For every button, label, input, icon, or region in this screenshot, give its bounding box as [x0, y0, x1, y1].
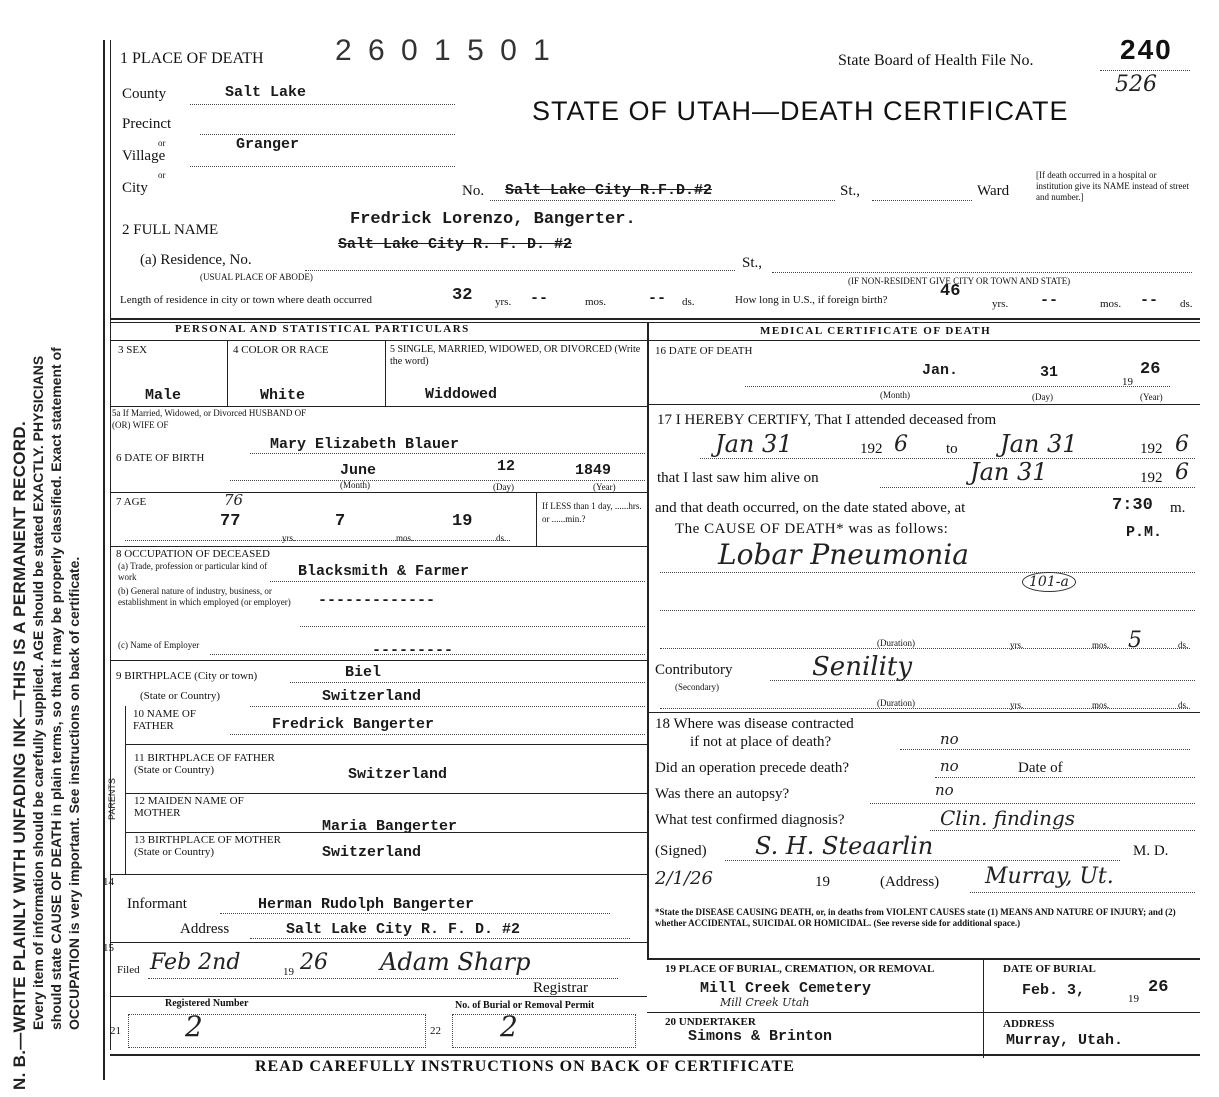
row-divider — [647, 404, 1200, 405]
item-15-label: 15 — [103, 942, 114, 954]
birth-label: 6 DATE OF BIRTH — [116, 452, 205, 464]
duration-line — [660, 648, 1190, 649]
age-ds-label: ds. — [496, 533, 507, 543]
cell-divider — [983, 958, 984, 1058]
us-ds-label: ds. — [1180, 298, 1193, 310]
item-21-label: 21 — [110, 1025, 121, 1037]
signed-line — [725, 860, 1120, 861]
contributory-line — [770, 680, 1195, 681]
residence-line — [305, 270, 735, 271]
stamp-number: 2 6 0 1 5 0 1 — [335, 34, 554, 67]
certificate-title: STATE OF UTAH—DEATH CERTIFICATE — [532, 96, 1069, 126]
duration-ds-label: ds. — [1178, 640, 1189, 650]
occupation-a-label: (a) Trade, profession or particular kind of work — [118, 561, 268, 582]
row-divider — [125, 832, 647, 833]
length-yrs-label: yrs. — [495, 296, 512, 308]
cell-divider — [536, 492, 537, 546]
marital-label: 5 SINGLE, MARRIED, WIDOWED, OR DIVORCED (Write the word) — [390, 344, 641, 367]
father-birthplace-value: Switzerland — [348, 766, 448, 783]
undertaker-address-value: Murray, Utah. — [1006, 1032, 1124, 1049]
informant-label: Informant — [127, 896, 187, 912]
marital-value: Widdowed — [425, 386, 498, 403]
permanent-record-notice: N. B.—WRITE PLAINLY WITH UNFADING INK—THIS IS A PERMANENT RECORD. — [10, 421, 29, 1090]
length-mos-value: -- — [530, 290, 549, 307]
spouse-label: 5a If Married, Widowed, or Divorced HUSBAND OF (OR) WIFE OF — [112, 408, 307, 430]
autopsy-line — [870, 803, 1195, 804]
residence-value: Salt Lake City R. F. D. #2 — [338, 236, 573, 253]
informant-line — [220, 913, 610, 914]
mother-value: Maria Bangerter — [322, 818, 458, 835]
row-divider — [125, 744, 647, 745]
residence-st-line — [772, 272, 1192, 273]
last-saw-19: 192 — [1140, 470, 1163, 486]
row-divider — [647, 958, 1200, 960]
occupation-value: Blacksmith & Farmer — [298, 563, 470, 580]
death-day-caption: (Day) — [1032, 392, 1053, 402]
contributory-ds-label: ds. — [1178, 700, 1189, 710]
precinct-line — [200, 134, 455, 135]
registered-number-box — [128, 1014, 426, 1048]
pm-label: P.M. — [1126, 524, 1163, 541]
no-value: Salt Lake City R.F.D.#2 — [505, 182, 713, 199]
row-divider — [110, 996, 647, 997]
no-line — [490, 200, 835, 201]
date-of-label: Date of — [1018, 760, 1063, 776]
autopsy-value: no — [935, 781, 954, 799]
occupation-b-line — [300, 626, 645, 627]
filed-label: Filed — [117, 964, 140, 976]
autopsy-label: Was there an autopsy? — [655, 786, 790, 802]
burial-year: 26 — [1148, 978, 1169, 997]
item-14-label: 14 — [103, 876, 114, 888]
color-label: 4 COLOR OR RACE — [233, 344, 329, 356]
place-of-death-label: 1 PLACE OF DEATH — [120, 50, 264, 67]
certify-label: 17 I HEREBY CERTIFY, That I attended deceased from — [657, 412, 997, 428]
death-date-line — [745, 386, 1170, 387]
birth-day: 12 — [497, 458, 516, 475]
us-yrs: 46 — [940, 282, 961, 301]
where-contracted-value: no — [940, 730, 959, 748]
to-19: 192 — [1140, 441, 1163, 457]
death-month-caption: (Month) — [880, 390, 910, 400]
county-line — [190, 104, 455, 105]
occupation-label: 8 OCCUPATION OF DECEASED — [116, 548, 270, 560]
spouse-line — [250, 453, 645, 454]
filed-date: Feb 2nd — [150, 950, 241, 975]
spouse-value: Mary Elizabeth Blauer — [270, 436, 460, 453]
birth-month-caption: (Month) — [340, 480, 370, 490]
burial-permit-box — [452, 1014, 636, 1048]
registered-number-label: Registered Number — [165, 998, 249, 1009]
physician-address-label: (Address) — [880, 874, 940, 890]
age-line — [125, 540, 510, 541]
parents-divider — [125, 706, 126, 874]
filed-line — [148, 978, 618, 979]
last-saw-date: Jan 31 — [970, 458, 1048, 486]
row-divider — [647, 1012, 1200, 1013]
mother-label: 12 MAIDEN NAME OF MOTHER — [134, 795, 244, 819]
row-divider — [110, 874, 647, 875]
undertaker-address-label: ADDRESS — [1003, 1018, 1055, 1030]
contributory-duration-label: (Duration) — [877, 698, 915, 708]
death-time-m: m. — [1170, 500, 1186, 516]
file-number-line — [1100, 70, 1190, 71]
operation-label: Did an operation precede death? — [655, 760, 850, 776]
to-label: to — [946, 441, 958, 457]
footnote: *State the DISEASE CAUSING DEATH, or, in deaths from VIOLENT CAUSES state (1) MEANS AND NATURE OF INJURY; and (2) whether ACCIDENTAL, SUICIDAL OR HOMICIDAL. (See reverse side for additional space.) — [655, 907, 1176, 928]
death-day: 31 — [1040, 364, 1059, 381]
contributory-duration-line — [660, 708, 1190, 709]
test-line — [930, 830, 1195, 831]
cause-code: 101-a — [1022, 572, 1076, 592]
cause-label: The CAUSE OF DEATH* was as follows: — [675, 521, 949, 537]
last-saw-line — [880, 487, 1195, 488]
birthplace-country: Switzerland — [322, 688, 422, 705]
informant-address-line — [250, 938, 630, 939]
cause-line — [660, 572, 1195, 573]
from-year: 6 — [894, 432, 908, 457]
birth-year-caption: (Year) — [593, 482, 616, 492]
file-number: 240 — [1120, 34, 1173, 65]
section-divider — [110, 318, 1200, 320]
death-time: 7:30 — [1112, 496, 1153, 515]
file-label: State Board of Health File No. — [838, 52, 1034, 69]
city-label: City — [122, 180, 148, 196]
contributory-yrs-label: yrs. — [1010, 700, 1024, 710]
color-value: White — [260, 387, 306, 404]
birth-year: 1849 — [575, 462, 612, 479]
test-label: What test confirmed diagnosis? — [655, 812, 845, 828]
parents-label: PARENTS — [107, 778, 117, 820]
father-label: 10 NAME OF FATHER — [133, 708, 196, 732]
precinct-label: Precinct — [122, 116, 172, 132]
signed-date: 2/1/26 — [655, 868, 713, 889]
st-label: St., — [840, 183, 861, 199]
age-original: 77 — [220, 512, 241, 531]
where-line — [900, 749, 1190, 750]
row-divider — [647, 712, 1200, 713]
contributory-mos-label: mos. — [1092, 700, 1110, 710]
age-mos: 7 — [335, 512, 346, 531]
us-mos-value: -- — [1040, 292, 1059, 309]
operation-line — [935, 777, 1195, 778]
occupation-line — [270, 581, 645, 582]
filed-year: 26 — [300, 950, 328, 975]
burial-date-value: Feb. 3, — [1022, 982, 1086, 999]
registrar-signature: Adam Sharp — [380, 948, 531, 976]
residence-label: (a) Residence, No. — [140, 252, 252, 268]
address-line — [970, 892, 1195, 893]
test-value: Clin. findings — [940, 806, 1076, 830]
row-divider — [110, 546, 647, 547]
age-mos-label: mos. — [396, 533, 414, 543]
filed-19: 19 — [283, 966, 294, 978]
physician-signature: S. H. Steaarlin — [755, 832, 934, 860]
village-line — [190, 166, 455, 167]
birthplace-country-line — [250, 706, 645, 707]
signed-label: (Signed) — [655, 843, 707, 859]
secondary-label: (Secondary) — [675, 682, 719, 692]
length-mos-label: mos. — [585, 296, 607, 308]
us-ds-value: -- — [1140, 292, 1159, 309]
section-divider — [110, 340, 1200, 341]
footer-divider — [110, 1054, 1200, 1056]
duration-label: (Duration) — [877, 638, 915, 648]
file-number-2: 526 — [1115, 72, 1157, 97]
village-label: Village — [122, 148, 166, 164]
md-label: M. D. — [1133, 843, 1169, 859]
operation-value: no — [940, 757, 959, 775]
contributory-value: Senility — [812, 652, 913, 682]
death-occurred-label: and that death occurred, on the date stated above, at — [655, 500, 966, 516]
death-19: 19 — [1122, 376, 1133, 388]
length-ds-value: -- — [648, 290, 667, 307]
ward-label: Ward — [977, 183, 1010, 199]
employer-label: (c) Name of Employer — [118, 640, 200, 650]
age-corrected: 76 — [224, 491, 244, 509]
full-name-value: Fredrick Lorenzo, Bangerter. — [350, 210, 636, 229]
duration-mos-label: mos. — [1092, 640, 1110, 650]
column-divider — [647, 322, 649, 958]
length-yrs: 32 — [452, 286, 473, 305]
where-contracted-label: 18 Where was disease contracted — [655, 716, 854, 732]
no-label: No. — [462, 183, 485, 199]
to-year: 6 — [1175, 432, 1189, 457]
last-saw-label: that I last saw him alive on — [657, 470, 819, 486]
father-birthplace-label: 11 BIRTHPLACE OF FATHER (State or Country) — [134, 752, 275, 776]
birthplace-line — [290, 682, 645, 683]
row-divider — [110, 492, 647, 493]
residence-st-label: St., — [742, 255, 763, 271]
or-label: or — [158, 138, 166, 148]
length-residence-label: Length of residence in city or town where death occurred — [120, 294, 372, 306]
informant-value: Herman Rudolph Bangerter — [258, 896, 475, 913]
contributory-label: Contributory — [655, 662, 733, 678]
father-line — [230, 734, 645, 735]
age-label: 7 AGE — [116, 496, 147, 508]
row-divider — [110, 942, 647, 943]
mother-birthplace-value: Switzerland — [322, 844, 422, 861]
cause-line-2 — [660, 610, 1195, 611]
instruction-line: OCCUPATION is very important. See instructions on back of certificate. — [66, 556, 82, 1030]
us-label: How long in U.S., if foreign birth? — [735, 294, 888, 306]
burial-19: 19 — [1128, 993, 1139, 1005]
duration-ds-value: 5 — [1128, 628, 1142, 653]
non-resident-note: (IF NON-RESIDENT GIVE CITY OR TOWN AND STATE) — [848, 276, 1071, 286]
length-ds-label: ds. — [682, 296, 695, 308]
informant-address-label: Address — [180, 921, 230, 937]
cell-divider — [227, 340, 228, 406]
row-divider — [125, 793, 647, 794]
death-month: Jan. — [922, 362, 959, 379]
footer-instructions: READ CAREFULLY INSTRUCTIONS ON BACK OF CERTIFICATE — [255, 1058, 795, 1075]
full-name-label: 2 FULL NAME — [122, 222, 219, 238]
medical-section-title: MEDICAL CERTIFICATE OF DEATH — [760, 325, 992, 337]
cause-of-death: Lobar Pneumonia — [718, 538, 969, 571]
employer-line — [210, 654, 645, 655]
undertaker-value: Simons & Brinton — [688, 1028, 833, 1045]
if-less-label: If LESS than 1 day, ......hrs. or ......min.? — [542, 501, 642, 524]
physician-address: Murray, Ut. — [985, 864, 1114, 889]
burial-place-label: 19 PLACE OF BURIAL, CREMATION, OR REMOVAL — [665, 963, 935, 975]
duration-yrs-label: yrs. — [1010, 640, 1024, 650]
usual-place-note: (USUAL PLACE OF ABODE) — [200, 272, 313, 282]
burial-permit-value: 2 — [500, 1010, 518, 1043]
item-22-label: 22 — [430, 1025, 441, 1037]
last-saw-year: 6 — [1175, 460, 1189, 485]
burial-permit-label: No. of Burial or Removal Permit — [455, 1000, 595, 1011]
where-contracted-label-2: if not at place of death? — [690, 734, 832, 750]
birthplace-label: 9 BIRTHPLACE (City or town) — [116, 670, 258, 682]
age-ds: 19 — [452, 512, 473, 531]
from-19: 192 — [860, 441, 883, 457]
attended-line — [700, 458, 1195, 459]
registrar-label: Registrar — [533, 980, 588, 996]
informant-address-value: Salt Lake City R. F. D. #2 — [286, 921, 521, 938]
burial-place-value: Mill Creek Cemetery — [700, 980, 872, 997]
occupation-b-label: (b) General nature of industry, business, or establishment in which employed (or employer) — [118, 586, 291, 607]
birth-line — [230, 480, 645, 481]
us-mos-label: mos. — [1100, 298, 1122, 310]
row-divider — [110, 660, 647, 661]
us-yrs-label: yrs. — [992, 298, 1009, 310]
left-border-inner — [110, 40, 111, 1050]
sex-value: Male — [145, 387, 182, 404]
undertaker-label: 20 UNDERTAKER — [665, 1016, 756, 1028]
county-label: County — [122, 86, 167, 102]
birth-month: June — [340, 462, 377, 479]
personal-section-title: PERSONAL AND STATISTICAL PARTICULARS — [175, 323, 470, 335]
employer-value: --------- — [372, 642, 454, 659]
burial-place-handwritten: Mill Creek Utah — [720, 996, 810, 1009]
date-of-death-label: 16 DATE OF DEATH — [655, 345, 753, 357]
or-label: or — [158, 170, 166, 180]
instruction-line: should state CAUSE OF DEATH in plain terms, so that it may be properly classified. Exact statement of — [48, 347, 64, 1030]
birth-day-caption: (Day) — [493, 482, 514, 492]
county-value: Salt Lake — [225, 84, 307, 101]
attended-to-date: Jan 31 — [1000, 430, 1078, 458]
mother-birthplace-label: 13 BIRTHPLACE OF MOTHER (State or Country) — [134, 834, 281, 858]
father-value: Fredrick Bangerter — [272, 716, 435, 733]
registered-number-value: 2 — [185, 1010, 203, 1043]
cell-divider — [385, 340, 386, 406]
occupation-b-value: ------------- — [318, 592, 436, 609]
village-value: Granger — [236, 136, 300, 153]
ward-note: [If death occurred in a hospital or institution give its NAME instead of street and number.] — [1036, 170, 1189, 202]
st-line — [872, 200, 972, 201]
death-year-caption: (Year) — [1140, 392, 1163, 402]
instruction-line: Every item of information should be carefully supplied. AGE should be stated EXACTLY. PHYSICIANS — [30, 355, 46, 1030]
sex-label: 3 SEX — [118, 344, 148, 356]
attended-from-date: Jan 31 — [715, 430, 793, 458]
signed-19: 19 — [815, 874, 830, 890]
state-country-label: (State or Country) — [140, 690, 221, 702]
left-border — [103, 40, 105, 1080]
age-yrs-label: yrs. — [282, 533, 296, 543]
burial-date-label: DATE OF BURIAL — [1003, 963, 1096, 975]
birthplace-city: Biel — [345, 664, 382, 681]
death-year: 26 — [1140, 360, 1161, 379]
